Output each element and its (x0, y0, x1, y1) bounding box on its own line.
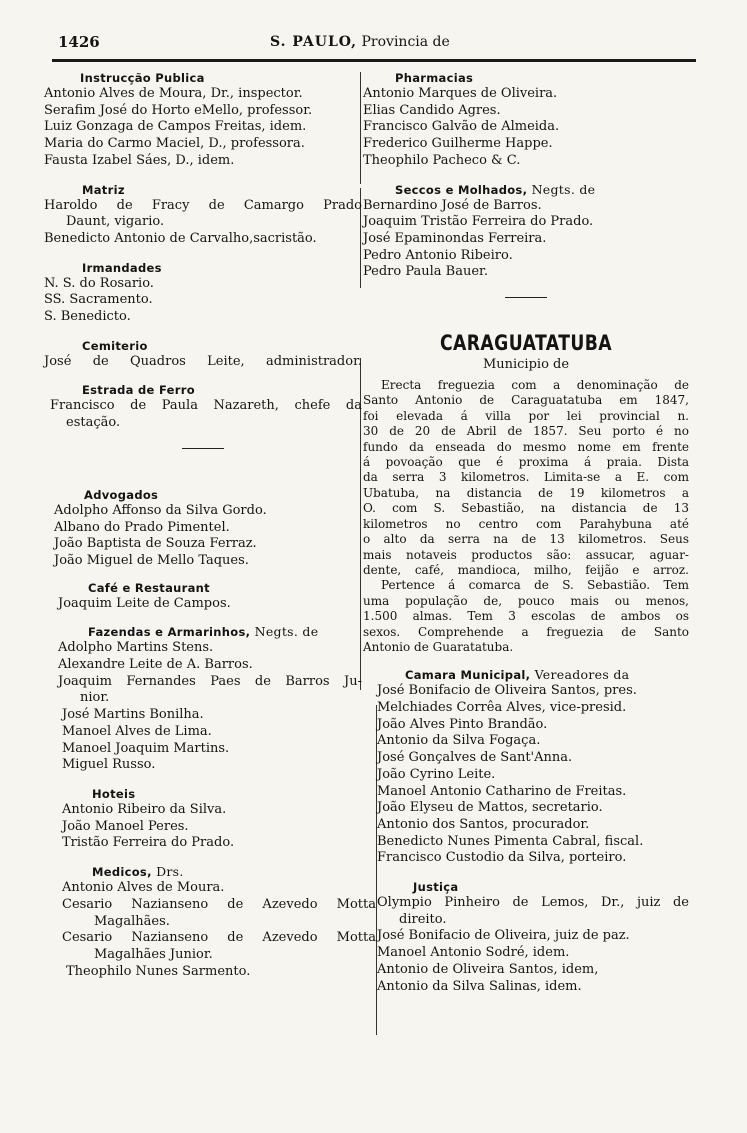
list-item: Theophilo Pacheco & C. (363, 152, 521, 168)
list-item: José Bonifacio de Oliveira Santos, pres. (377, 683, 637, 699)
list-item: João Alves Pinto Brandão. (377, 716, 548, 732)
list-item: SS. Sacramento. (44, 292, 153, 308)
list-item: José de Quadros Leite, administrador. (44, 353, 362, 369)
list-item: Miguel Russo. (62, 757, 156, 773)
paragraph-line: Ubatuba, na distancia de 19 kilometros a (363, 485, 689, 500)
section-heading-main: Seccos e Molhados, (395, 182, 528, 197)
section-heading: Pharmacias (395, 71, 474, 85)
list-item: João Manoel Peres. (62, 818, 189, 834)
paragraph-line: foi elevada á villa por lei provincial n. (363, 408, 689, 423)
paragraph-line: dente, café, mandioca, milho, feijão e arroz. (363, 562, 689, 577)
section-heading (44, 864, 362, 880)
section-heading: Instrucção Publica (80, 71, 205, 85)
list-item: Antonio de Oliveira Santos, idem, (377, 961, 599, 977)
section-camara-municipal (363, 667, 689, 867)
list-item: Alexandre Leite de A. Barros. (58, 657, 253, 673)
list-item: Joaquim Leite de Campos. (58, 595, 231, 611)
list-item: Francisco Galvão de Almeida. (363, 119, 560, 135)
page-number: 1426 (58, 33, 100, 51)
section-heading: Hoteis (92, 786, 136, 801)
paragraph-line: 30 de 20 de Abril de 1857. Seu porto é no (363, 424, 689, 439)
paragraph-line: O. com S. Sebastião, na distancia de 13 (363, 501, 689, 516)
paragraph-line: kilometros no centro com Parahybuna até (363, 516, 689, 531)
section-heading-rest: Drs. (156, 864, 184, 880)
paragraph-line: mais notaveis productos são: assucar, aguar- (363, 547, 689, 562)
list-item: Adolpho Affonso da Silva Gordo. (54, 502, 267, 518)
list-item: Manoel Joaquim Martins. (62, 740, 230, 756)
list-item: estação. (66, 415, 121, 431)
section-municipio (363, 330, 689, 655)
list-item: José Bonifacio de Oliveira, juiz de paz. (377, 928, 630, 944)
section-heading: Estrada de Ferro (82, 383, 195, 398)
section-heading: Matriz (82, 182, 125, 197)
section-divider (505, 297, 547, 298)
paragraph-line: á povoação que é proxima á praia. Dista (363, 455, 689, 470)
list-item: Albano do Prado Pimentel. (54, 519, 230, 535)
section-pharmacias (363, 70, 689, 170)
municipio-subtitle: Municipio de (482, 357, 570, 373)
list-item: nior. (80, 690, 110, 706)
list-item: José Epaminondas Ferreira. (363, 230, 547, 246)
list-item: Tristão Ferreira do Prado. (62, 835, 235, 851)
list-item: Luiz Gonzaga de Campos Freitas, idem. (44, 119, 307, 135)
list-item: Manoel Alves de Lima. (62, 723, 212, 739)
list-item: Pedro Antonio Ribeiro. (363, 247, 513, 263)
list-item: S. Benedicto. (44, 309, 131, 325)
list-item: N. S. do Rosario. (44, 275, 154, 291)
section-heading (377, 667, 689, 683)
list-item: Antonio Ribeiro da Silva. (62, 801, 227, 817)
list-item: José Martins Bonilha. (62, 707, 204, 723)
list-item: Manoel Antonio Sodré, idem. (377, 945, 570, 961)
section-instrucao-publica (44, 70, 362, 170)
paragraph-line: Erecta freguezia com a denominação de (381, 378, 689, 393)
section-matriz (44, 182, 362, 248)
list-item: Cesario Nazianseno de Azevedo Motta (62, 930, 376, 946)
list-item: Joaquim Tristão Ferreira do Prado. (363, 214, 594, 230)
list-item: Antonio Marques de Oliveira. (363, 86, 558, 101)
running-title-province: S. PAULO, (270, 34, 358, 50)
list-item: Daunt, vigario. (66, 214, 165, 230)
list-item: Olympio Pinheiro de Lemos, Dr., juiz de (377, 895, 689, 911)
list-item: Haroldo de Fracy de Camargo Prado (44, 197, 362, 213)
list-item: Theophilo Nunes Sarmento. (66, 963, 251, 979)
list-item: João Elyseu de Mattos, secretario. (377, 800, 603, 816)
section-heading-main: Camara Municipal, (405, 668, 531, 683)
list-item: Melchiades Corrêa Alves, vice-presid. (377, 700, 627, 716)
list-item: Antonio da Silva Salinas, idem. (377, 978, 582, 994)
list-item: Joaquim Fernandes Paes de Barros Ju- (58, 673, 362, 689)
section-justica (363, 879, 689, 995)
section-divider (182, 448, 224, 449)
paragraph-line: da serra 3 kilometros. Limita-se a E. com (363, 470, 689, 485)
paragraph-line: Santo Antonio de Caraguatatuba em 1847, (363, 393, 689, 408)
paragraph-line: fundo da enseada do mesmo nome em frente (363, 439, 689, 454)
paragraph-line: o alto da serra na de 13 kilometros. Seus (363, 532, 689, 547)
section-heading: Café e Restaurant (88, 580, 210, 595)
list-item: Antonio da Silva Fogaça. (377, 733, 541, 749)
list-item: direito. (399, 911, 447, 927)
section-fazendas-armarinhos (44, 624, 362, 774)
paragraph-line: Antonio de Guaratatuba. (363, 639, 514, 654)
list-item: Elias Candido Agres. (363, 102, 501, 118)
list-item: Pedro Paula Bauer. (363, 264, 488, 280)
section-medicos (44, 864, 376, 980)
page-header (58, 33, 698, 57)
section-seccos-molhados (363, 182, 689, 282)
municipio-description (363, 378, 689, 655)
list-item: Maria do Carmo Maciel, D., professora. (44, 136, 305, 152)
paragraph-line: uma população de, pouco mais ou menos, (363, 593, 689, 608)
list-item: Bernardino José de Barros. (363, 197, 542, 213)
list-item: Benedicto Antonio de Carvalho,sacristão. (44, 230, 317, 246)
running-title (270, 34, 450, 50)
section-cemiterio (44, 338, 362, 371)
section-heading-rest: Negts. de (254, 624, 319, 640)
paragraph-line: sexos. Comprehende a freguezia de Santo (363, 624, 689, 639)
list-item: Magalhães. (94, 913, 170, 929)
section-heading: Advogados (84, 487, 159, 502)
list-item: Manoel Antonio Catharino de Freitas. (377, 783, 627, 799)
list-item: Antonio Alves de Moura, Dr., inspector. (44, 86, 303, 101)
section-heading-rest: Vereadores da (534, 667, 630, 683)
list-item: Serafim José do Horto eMello, professor. (44, 102, 313, 118)
section-hoteis (44, 786, 362, 852)
list-item: João Baptista de Souza Ferraz. (54, 536, 257, 552)
list-item: Cesario Nazianseno de Azevedo Motta (62, 896, 376, 912)
list-item: Antonio dos Santos, procurador. (377, 816, 590, 832)
list-item: Frederico Guilherme Happe. (363, 136, 553, 152)
list-item: Benedicto Nunes Pimenta Cabral, fiscal. (377, 833, 644, 849)
municipio-title: CARAGUATATUBA (439, 331, 613, 356)
list-item: Fausta Izabel Sáes, D., idem. (44, 152, 235, 168)
section-heading: Justiça (413, 880, 459, 895)
section-estrada-de-ferro (44, 382, 362, 431)
list-item: João Miguel de Mello Taques. (54, 552, 249, 568)
section-irmandades (44, 260, 362, 326)
left-column (44, 70, 376, 980)
section-heading: Irmandades (82, 260, 162, 275)
list-item: José Gonçalves de Sant'Anna. (377, 750, 573, 766)
list-item: Magalhães Junior. (94, 946, 213, 962)
list-item: Antonio Alves de Moura. (62, 880, 225, 896)
section-advogados (44, 487, 362, 570)
section-heading-rest: Negts. de (531, 181, 596, 197)
section-heading-main: Medicos, (92, 865, 152, 880)
section-heading (44, 624, 362, 640)
section-heading: Cemiterio (82, 338, 148, 353)
paragraph-line: Pertence á comarca de S. Sebastião. Tem (381, 578, 689, 593)
list-item: Francisco de Paula Nazareth, chefe da (50, 398, 362, 414)
list-item: Francisco Custodio da Silva, porteiro. (377, 850, 627, 866)
right-column (363, 70, 689, 995)
section-cafe-restaurant (44, 580, 362, 613)
header-rule (52, 59, 696, 62)
section-heading-main: Fazendas e Armarinhos, (88, 625, 251, 640)
list-item: João Cyrino Leite. (377, 766, 496, 782)
running-title-rest: Provincia de (361, 34, 450, 50)
paragraph-line: 1.500 almas. Tem 3 escolas de ambos os (363, 609, 689, 624)
list-item: Adolpho Martins Stens. (58, 640, 214, 656)
section-heading (363, 182, 689, 198)
